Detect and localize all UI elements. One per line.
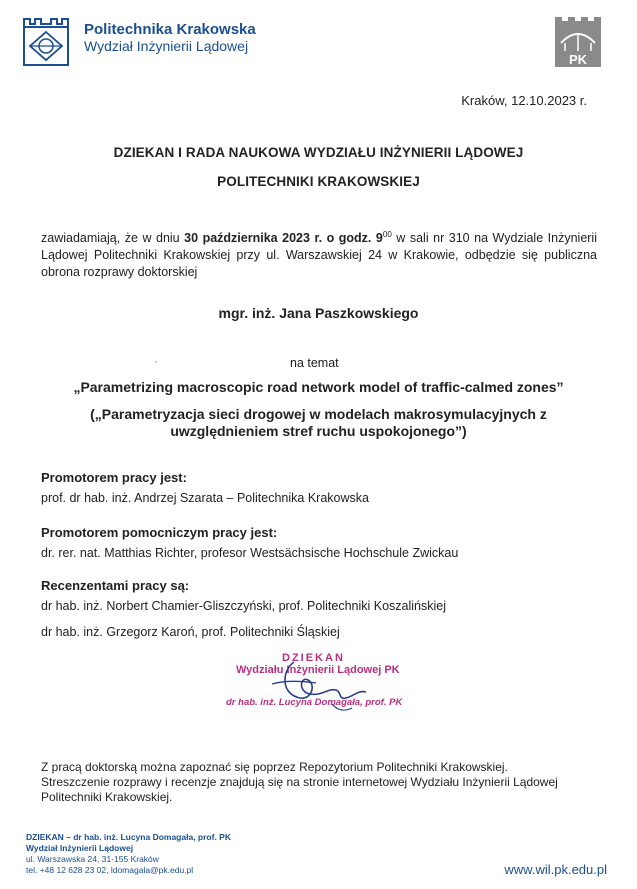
- announcement-post: w sali nr 310 na Wydziale Inżynierii Lądowej Politechniki Krakowskiej przy ul. Warszawskiej 24 w Krakowie, odbędzie się publiczna obrona rozprawy doktorskiej: [41, 231, 597, 280]
- reviewer-item: dr hab. inż. Grzegorz Karoń, prof. Politechniki Śląskiej: [41, 625, 340, 639]
- assistant-promoter-value: dr. rer. nat. Matthias Richter, profesor Westsächsische Hochschule Zwickau: [41, 546, 459, 560]
- faculty-name: Wydział Inżynierii Lądowej: [84, 38, 249, 54]
- footer-address: ul. Warszawska 24, 31-155 Kraków: [26, 854, 159, 864]
- reviewer-item: dr hab. inż. Norbert Chamier-Gliszczyński, prof. Politechniki Koszalińskiej: [41, 599, 447, 613]
- footnote-line-2: Streszczenie rozprawy i recenzje znajdują się na stronie internetowej Wydziału Inżynierii Lądowej Politechniki Krakowskiej.: [41, 775, 558, 804]
- stamp-line-3: dr hab. inż. Lucyna Domagała, prof. PK: [226, 697, 403, 708]
- university-name: Politechnika Krakowska: [84, 21, 256, 38]
- dean-stamp: [222, 650, 407, 720]
- footer-contact-line: tel. +48 12 628 23 02, ldomagala@pk.edu.pl: [26, 865, 194, 875]
- pk-logo-icon: [555, 17, 601, 67]
- thesis-title-pl: („Parametryzacja sieci drogowej w modelach makrosymulacyjnych z uwzględnieniem stref ruchu uspokojonego”): [90, 406, 547, 439]
- stray-dot: [155, 361, 157, 363]
- heading-line-1: DZIEKAN I RADA NAUKOWA WYDZIAŁU INŻYNIERII LĄDOWEJ: [113, 145, 524, 160]
- footer-contact: [26, 832, 231, 876]
- issue-date: Kraków, 12.10.2023 r.: [461, 93, 587, 108]
- footer-dean: DZIEKAN – dr hab. inż. Lucyna Domagała, prof. PK: [26, 832, 231, 842]
- pk-logo-text: PK: [568, 52, 588, 67]
- stamp-line-2: Wydziału Inżynierii Lądowej PK: [236, 664, 400, 676]
- reviewers-label: Recenzentami pracy są:: [41, 578, 190, 593]
- promoter-label: Promotorem pracy jest:: [41, 470, 187, 485]
- announcement-pre: zawiadamiają, że w dniu: [41, 231, 185, 246]
- university-logo-icon: [20, 15, 72, 67]
- assistant-promoter-label: Promotorem pomocniczym pracy jest:: [41, 525, 278, 540]
- topic-label: na temat: [290, 356, 339, 370]
- footnote: [41, 760, 581, 805]
- heading-line-2: POLITECHNIKI KRAKOWSKIEJ: [217, 174, 420, 189]
- signature-icon: [242, 654, 392, 716]
- footnote-line-1: Z pracą doktorską można zapoznać się poprzez Repozytorium Politechniki Krakowskiej.: [41, 760, 508, 774]
- defense-date-time: 30 października 2023 r. o godz. 9: [184, 231, 383, 246]
- defense-minutes: 00: [382, 230, 392, 239]
- thesis-title-en: „Parametrizing macroscopic road network model of traffic-calmed zones”: [73, 379, 564, 395]
- candidate-name: mgr. inż. Jana Paszkowskiego: [218, 305, 419, 321]
- announcement-paragraph: [41, 226, 597, 281]
- footer-website-link[interactable]: www.wil.pk.edu.pl: [504, 862, 607, 877]
- stamp-line-1: DZIEKAN: [282, 652, 345, 664]
- footer-faculty: Wydział Inżynierii Lądowej: [26, 843, 134, 853]
- promoter-value: prof. dr hab. inż. Andrzej Szarata – Politechnika Krakowska: [41, 491, 369, 505]
